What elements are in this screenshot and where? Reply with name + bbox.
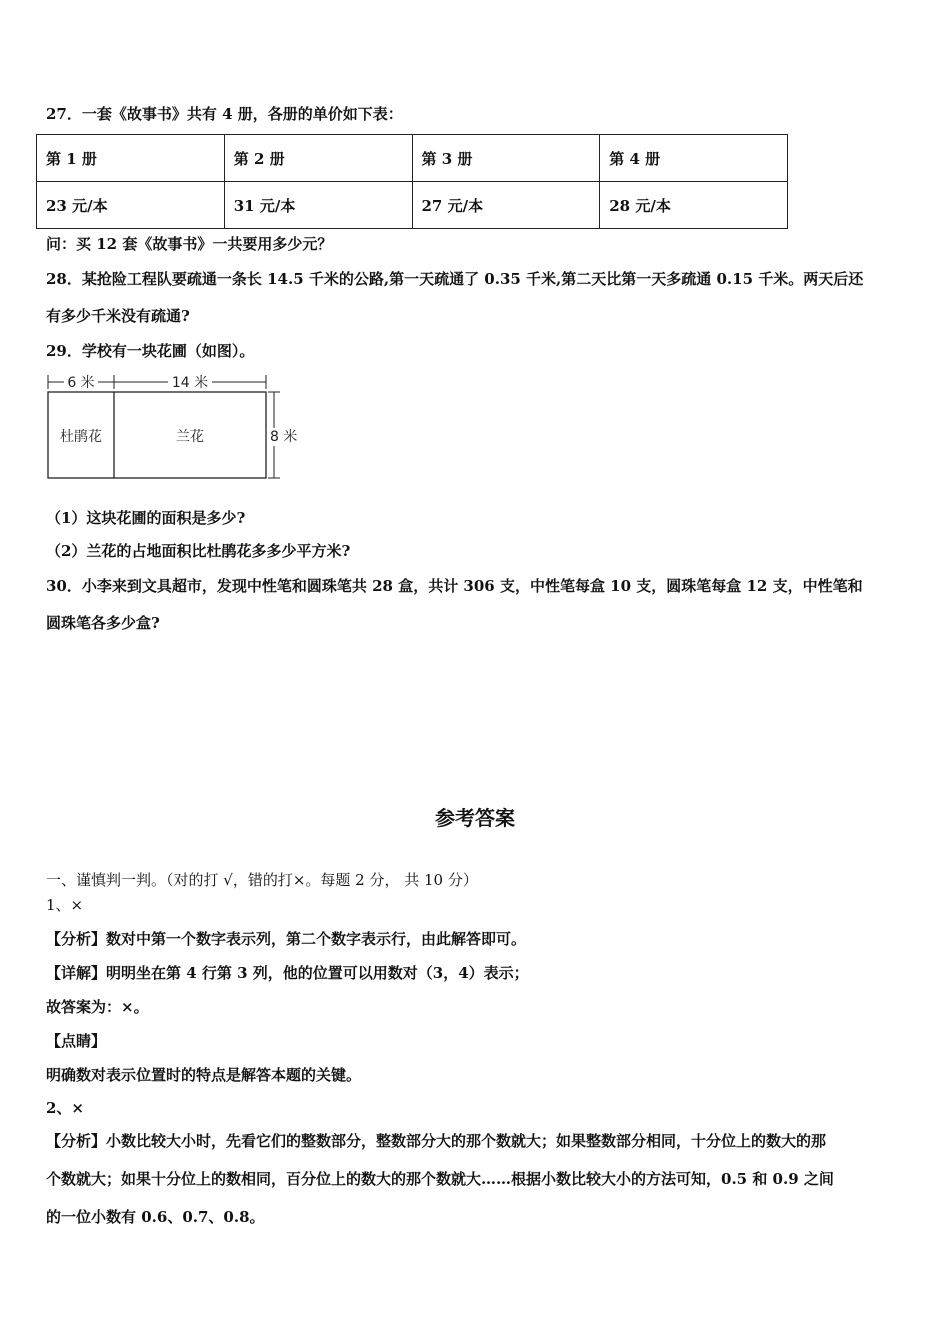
- answer-1-comment-label: 【点睛】: [46, 1032, 107, 1050]
- answer-2-line3: 的一位小数有 0.6、0.7、0.8。: [46, 1208, 265, 1226]
- answer-2-line1: 【分析】小数比较大小时，先看它们的整数部分，整数部分大的那个数就大；如果整数部分相同，十分位上的数大的那: [46, 1132, 827, 1150]
- price-table: [36, 134, 788, 229]
- table-cell: 31 元/本: [224, 182, 412, 229]
- question-27-text: 27．一套《故事书》共有 4 册，各册的单价如下表：: [46, 105, 403, 123]
- azalea-label: 杜鹃花: [60, 429, 102, 445]
- answer-section-1-heading: 一、谨慎判一判。（对的打 √，错的打×。每题 2 分， 共 10 分）: [46, 871, 478, 889]
- question-29-sub2: （2）兰花的占地面积比杜鹃花多多少平方米?: [46, 542, 351, 560]
- table-header-cell: 第 2 册: [224, 135, 412, 182]
- dimension-label-8m: 8 米: [270, 429, 298, 445]
- question-30-line1: 30．小李来到文具超市，发现中性笔和圆珠笔共 28 盒，共计 306 支，中性笔每盒 10 支，圆珠笔每盒 12 支，中性笔和: [46, 577, 863, 595]
- table-header-cell: 第 1 册: [37, 135, 225, 182]
- table-header-cell: 第 3 册: [412, 135, 600, 182]
- answers-title: 参考答案: [435, 806, 515, 830]
- flower-bed-diagram: [40, 370, 310, 485]
- answer-1-detail: 【详解】明明坐在第 4 行第 3 列，他的位置可以用数对（3，4）表示；: [46, 964, 529, 982]
- question-30-line2: 圆珠笔各多少盒?: [46, 614, 160, 632]
- table-cell: 28 元/本: [600, 182, 788, 229]
- answer-2-number: 2、×: [46, 1099, 85, 1117]
- question-29-sub1: （1）这块花圃的面积是多少?: [46, 509, 246, 527]
- table-row: [37, 182, 788, 229]
- orchid-label: 兰花: [176, 429, 204, 445]
- dimension-label-14m: 14 米: [171, 375, 209, 391]
- table-row: [37, 135, 788, 182]
- answer-1-comment: 明确数对表示位置时的特点是解答本题的关键。: [46, 1066, 362, 1084]
- answer-1-number: 1、×: [46, 896, 84, 914]
- table-header-cell: 第 4 册: [600, 135, 788, 182]
- answer-1-conclusion: 故答案为：×。: [46, 998, 149, 1016]
- dimension-label-6m: 6 米: [67, 375, 95, 391]
- question-28-line1: 28．某抢险工程队要疏通一条长 14.5 千米的公路,第一天疏通了 0.35 千米,第二天比第一天多疏通 0.15 千米。两天后还: [46, 270, 864, 288]
- table-cell: 23 元/本: [37, 182, 225, 229]
- question-29-text: 29．学校有一块花圃（如图）。: [46, 342, 255, 360]
- answer-1-analysis: 【分析】数对中第一个数字表示列，第二个数字表示行，由此解答即可。: [46, 930, 527, 948]
- question-28-line2: 有多少千米没有疏通?: [46, 307, 190, 325]
- answer-2-line2: 个数就大；如果十分位上的数相同，百分位上的数大的那个数就大……根据小数比较大小的方法可知，0.5 和 0.9 之间: [46, 1170, 834, 1188]
- question-27-ask: 问：买 12 套《故事书》一共要用多少元？: [46, 235, 333, 253]
- table-cell: 27 元/本: [412, 182, 600, 229]
